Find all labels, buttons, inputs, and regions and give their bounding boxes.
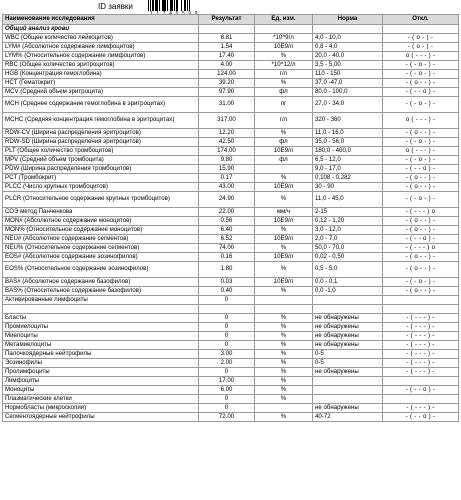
test-name-cell: Нормобласты (микроскопия) [3,404,199,413]
result-value-cell: 0 [199,395,255,404]
test-name-cell: Бласты [3,314,199,323]
test-name-cell: Моноциты [3,386,199,395]
unit-cell: 10E9/л [255,183,313,192]
test-name-cell: RDW-CV (Ширина распределения эритроцитов) [3,129,199,138]
table-row [3,70,459,79]
unit-cell [255,165,313,174]
result-value-cell: 0 [199,368,255,377]
deviation-indicator-cell: - ( - - - ) - [383,314,459,323]
test-name-cell: BAS# (Абсолютное содержание базофилов) [3,278,199,287]
norm-range-cell: 110 - 150 [313,70,383,79]
table-row [3,244,459,253]
table-row [3,395,459,404]
test-name-cell: Сегментоядерные нейтрофилы [3,413,199,422]
norm-range-cell: 3,0 - 12,0 [313,226,383,235]
table-row [3,138,459,147]
norm-range-cell [313,395,383,404]
deviation-indicator-cell: - ( - - - ) o [383,244,459,253]
test-name-cell: MCH (Среднее содержание гемоглобина в эритроцитах) [3,97,199,113]
result-value-cell: 72.00 [199,413,255,422]
deviation-indicator-cell: - ( - o - ) - [383,70,459,79]
table-row [3,61,459,70]
result-value-cell: 0.03 [199,278,255,287]
deviation-indicator-cell: - ( - - - ) - [383,332,459,341]
norm-range-cell: 35,0 - 56,0 [313,138,383,147]
deviation-indicator-cell: o ( - - - ) - [383,52,459,61]
test-name-cell: PLCR (Относительное содержание крупных тромбоцитов) [3,192,199,208]
result-value-cell: 0.17 [199,174,255,183]
table-row [3,377,459,386]
table-row [3,253,459,262]
unit-cell: % [255,359,313,368]
table-row [3,52,459,61]
norm-range-cell: 4,0 - 10,0 [313,34,383,43]
table-row [3,368,459,377]
norm-range-cell: 0,0 -1,0 [313,287,383,296]
result-value-cell: 4.00 [199,61,255,70]
deviation-indicator-cell: - ( - - o ) - [383,235,459,244]
deviation-indicator-cell: - ( - - o ) - [383,413,459,422]
test-name-cell: BAS% (Относительное содержание базофилов) [3,287,199,296]
result-value-cell: 0 [199,296,255,305]
norm-range-cell: не обнаружены [313,332,383,341]
deviation-indicator-cell: - ( - o - ) - [383,192,459,208]
deviation-indicator-cell: - ( o - - ) - [383,174,459,183]
unit-cell: % [255,413,313,422]
unit-cell: % [255,368,313,377]
test-name-cell: RBC (Общее количество эритроцитов) [3,61,199,70]
unit-cell: % [255,350,313,359]
unit-cell: фл [255,138,313,147]
result-value-cell: 24.90 [199,192,255,208]
result-value-cell: 1.80 [199,262,255,278]
unit-cell: % [255,262,313,278]
deviation-indicator-cell [383,296,459,305]
deviation-indicator-cell: - ( o - - ) - [383,287,459,296]
table-row [3,156,459,165]
test-name-cell: NEU% (Относительное содержание сегментов) [3,244,199,253]
test-name-cell: Миелоциты [3,332,199,341]
deviation-indicator-cell: - ( - o - ) - [383,156,459,165]
norm-range-cell [313,377,383,386]
unit-cell: % [255,314,313,323]
norm-range-cell: 0,02 - 0,50 [313,253,383,262]
norm-range-cell: 0,108 - 0,282 [313,174,383,183]
table-row [3,147,459,156]
norm-range-cell: 20,0 - 40,0 [313,52,383,61]
table-row [3,183,459,192]
result-value-cell: 0.16 [199,253,255,262]
section-title: Общий анализ крови [3,25,199,34]
norm-range-cell: 6,5 - 12,0 [313,156,383,165]
table-row [3,296,459,305]
norm-range-cell: 37,0 -47,0 [313,79,383,88]
norm-range-cell [313,296,383,305]
column-header-test-name: Наименование исследования [3,15,199,25]
deviation-indicator-cell: - ( - o - ) - [383,61,459,70]
test-name-cell: HGB (Концентрация гемоглобина) [3,70,199,79]
deviation-indicator-cell: - ( - o - ) - [383,97,459,113]
barcode-image [148,0,230,11]
test-name-cell: PLT (Общее количество тромбоцитов) [3,147,199,156]
table-row [3,314,459,323]
test-name-cell: MON# (Абсолютное содержание моноцитов) [3,217,199,226]
test-name-cell: Активированные лимфоциты [3,296,199,305]
result-value-cell: 0 [199,314,255,323]
table-row [3,113,459,129]
unit-cell: % [255,323,313,332]
result-value-cell: 31.00 [199,97,255,113]
unit-cell: % [255,129,313,138]
unit-cell: 10E9/л [255,43,313,52]
result-value-cell: 8.81 [199,34,255,43]
test-name-cell: Плазматические клетки [3,395,199,404]
result-value-cell: 0 [199,404,255,413]
deviation-indicator-cell: - ( o - - ) - [383,183,459,192]
deviation-indicator-cell: - ( o - - ) - [383,262,459,278]
table-row [3,79,459,88]
test-name-cell: NEU# (Абсолютное содержание сегментов) [3,235,199,244]
table-row [3,43,459,52]
norm-range-cell: 30 - 90 [313,183,383,192]
table-row [3,174,459,183]
norm-range-cell [313,386,383,395]
deviation-indicator-cell: - ( - - - ) - [383,359,459,368]
barcode-bar [190,0,191,11]
result-value-cell: 174.00 [199,147,255,156]
unit-cell: 10E9/л [255,235,313,244]
unit-cell: *10^9/л [255,34,313,43]
norm-range-cell: 27,0 - 34,0 [313,97,383,113]
deviation-indicator-cell: - ( - - - ) - [383,350,459,359]
norm-range-cell: 0,0 - 0,1 [313,278,383,287]
test-name-cell: Палочкоядерные нейтрофилы [3,350,199,359]
unit-cell: *10^12/л [255,61,313,70]
test-name-cell: LYM% (Относительное содержание лимфоцитов) [3,52,199,61]
norm-range-cell: 0-5 [313,359,383,368]
test-name-cell: Лимфоциты [3,377,199,386]
deviation-indicator-cell: - ( o - ) - [383,34,459,43]
test-name-cell: EOS% (Относительное содержание эозинофилов) [3,262,199,278]
table-row [3,262,459,278]
result-value-cell: 6.40 [199,226,255,235]
section-row [3,25,459,34]
norm-range-cell: 11,0 - 45,0 [313,192,383,208]
test-name-cell: HCT (Гематокрит) [3,79,199,88]
table-row [3,323,459,332]
unit-cell: % [255,341,313,350]
norm-range-cell: не обнаружены [313,404,383,413]
norm-range-cell: 2,0 - 7,0 [313,235,383,244]
norm-range-cell: 2-15 [313,208,383,217]
test-name-cell: Метамиелоциты [3,341,199,350]
column-header-unit: Ед. изм. [255,15,313,25]
table-row [3,341,459,350]
table-row [3,332,459,341]
result-value-cell: 74.00 [199,244,255,253]
norm-range-cell: не обнаружены [313,341,383,350]
norm-range-cell: 11,0 - 16,0 [313,129,383,138]
norm-range-cell: не обнаружены [313,323,383,332]
deviation-indicator-cell: o ( - - - ) - [383,113,459,129]
unit-cell: % [255,192,313,208]
norm-range-cell: 0,5 - 5,0 [313,262,383,278]
result-value-cell: 9.80 [199,156,255,165]
test-name-cell: MON% (Относительное содержание моноцитов) [3,226,199,235]
deviation-indicator-cell: - ( o - - ) - [383,129,459,138]
result-value-cell: 12.20 [199,129,255,138]
test-name-cell: PDW (Ширина распределения тромбоцитов) [3,165,199,174]
unit-cell: фл [255,88,313,97]
unit-cell: % [255,332,313,341]
norm-range-cell: 80,0 - 100,0 [313,88,383,97]
result-value-cell: 43.00 [199,183,255,192]
norm-range-cell: 0,12 - 1,20 [313,217,383,226]
unit-cell: г/л [255,70,313,79]
spacer-row [3,305,459,314]
test-name-cell: PLCC (Число крупных тромбоцитов) [3,183,199,192]
unit-cell: % [255,395,313,404]
deviation-indicator-cell: - ( - - - ) - [383,404,459,413]
unit-cell: фл [255,156,313,165]
table-row [3,226,459,235]
column-header-norm: Норма [313,15,383,25]
result-value-cell: 17.40 [199,52,255,61]
result-value-cell: 0.56 [199,217,255,226]
result-value-cell: 124.00 [199,70,255,79]
table-row [3,88,459,97]
table-row [3,192,459,208]
test-name-cell: Эозинофилы [3,359,199,368]
results-table [2,14,459,422]
column-header-deviation: Откл. [383,15,459,25]
test-name-cell: MCHC (Средняя концентрация гемоглобина в эритроцитах) [3,113,199,129]
test-name-cell: EOS# (Абсолютное содержание эозинофилов) [3,253,199,262]
table-row [3,350,459,359]
table-row [3,413,459,422]
result-value-cell: 317.00 [199,113,255,129]
deviation-indicator-cell: - ( - - o ) - [383,165,459,174]
unit-cell: % [255,226,313,235]
request-id-label: ID заявки [98,2,133,11]
deviation-indicator-cell [383,395,459,404]
result-value-cell: 97.90 [199,88,255,97]
norm-range-cell: 50,0 - 70,0 [313,244,383,253]
column-header-result: Результат [199,15,255,25]
norm-range-cell: 0-5 [313,350,383,359]
deviation-indicator-cell: - ( - - - ) - [383,341,459,350]
unit-cell: % [255,386,313,395]
table-row [3,165,459,174]
norm-range-cell: 9,0 - 17,0 [313,165,383,174]
norm-range-cell: 0,8 - 4,0 [313,43,383,52]
result-value-cell: 1.54 [199,43,255,52]
result-value-cell: 6.00 [199,386,255,395]
table-row [3,235,459,244]
result-value-cell: 22.00 [199,208,255,217]
norm-range-cell: 180,0 - 400,0 [313,147,383,156]
deviation-indicator-cell: - ( - - - ) - [383,368,459,377]
result-value-cell: 0.40 [199,287,255,296]
deviation-indicator-cell: - ( o - - ) - [383,217,459,226]
deviation-indicator-cell: o ( - - - ) - [383,147,459,156]
deviation-indicator-cell: - ( - o - ) - [383,278,459,287]
norm-range-cell: 320 - 360 [313,113,383,129]
table-row [3,217,459,226]
result-value-cell: 6.52 [199,235,255,244]
test-name-cell: MCV (Средний объем эритроцита) [3,88,199,97]
norm-range-cell: 40-72 [313,413,383,422]
result-value-cell: 17.00 [199,377,255,386]
result-value-cell: 2.00 [199,359,255,368]
test-name-cell: СОЭ метод Панченкова [3,208,199,217]
unit-cell: % [255,52,313,61]
table-header-row [3,15,459,25]
result-value-cell: 0 [199,323,255,332]
table-row [3,386,459,395]
test-name-cell: LYM# (Абсолютное содержание лимфоцитов) [3,43,199,52]
unit-cell [255,296,313,305]
deviation-indicator-cell: - ( - - - ) o [383,208,459,217]
unit-cell: 10E9/л [255,253,313,262]
unit-cell: пг [255,97,313,113]
unit-cell: % [255,174,313,183]
result-value-cell: 15.90 [199,165,255,174]
result-value-cell: 39.20 [199,79,255,88]
table-row [3,359,459,368]
deviation-indicator-cell: - ( - - o ) - [383,386,459,395]
table-row [3,278,459,287]
unit-cell: г/л [255,113,313,129]
test-name-cell: Пролимфоциты [3,368,199,377]
table-row [3,287,459,296]
table-row [3,404,459,413]
unit-cell: % [255,287,313,296]
deviation-indicator-cell: - ( - - o ) - [383,88,459,97]
unit-cell: % [255,79,313,88]
result-value-cell: 3.00 [199,350,255,359]
deviation-indicator-cell: - ( o - ) - [383,43,459,52]
test-name-cell: Промиелоциты [3,323,199,332]
unit-cell: % [255,244,313,253]
unit-cell: 10E9/л [255,278,313,287]
norm-range-cell: не обнаружены [313,314,383,323]
test-name-cell: RDW-SD (Ширина распределения эритроцитов) [3,138,199,147]
deviation-indicator-cell: - ( o - - ) - [383,226,459,235]
deviation-indicator-cell: - ( o - - ) - [383,79,459,88]
deviation-indicator-cell: - ( - - - ) - [383,323,459,332]
deviation-indicator-cell: - ( - o - ) - [383,138,459,147]
test-name-cell: WBC (Общее количество лейкоцитов) [3,34,199,43]
result-value-cell: 0 [199,341,255,350]
unit-cell: мм/ч [255,208,313,217]
norm-range-cell: не обнаружены [313,368,383,377]
result-value-cell: 0 [199,332,255,341]
table-row [3,97,459,113]
deviation-indicator-cell [383,377,459,386]
test-name-cell: PCT (Тромбокрит) [3,174,199,183]
result-value-cell: 42.50 [199,138,255,147]
unit-cell: % [255,377,313,386]
unit-cell [255,404,313,413]
unit-cell: 10E9/л [255,147,313,156]
deviation-indicator-cell: - ( o - - ) - [383,253,459,262]
unit-cell: 10E9/л [255,217,313,226]
norm-range-cell: 3,5 - 5,00 [313,61,383,70]
table-row [3,34,459,43]
table-row [3,129,459,138]
table-row [3,208,459,217]
test-name-cell: MPV (Средний объем тромбоцита) [3,156,199,165]
